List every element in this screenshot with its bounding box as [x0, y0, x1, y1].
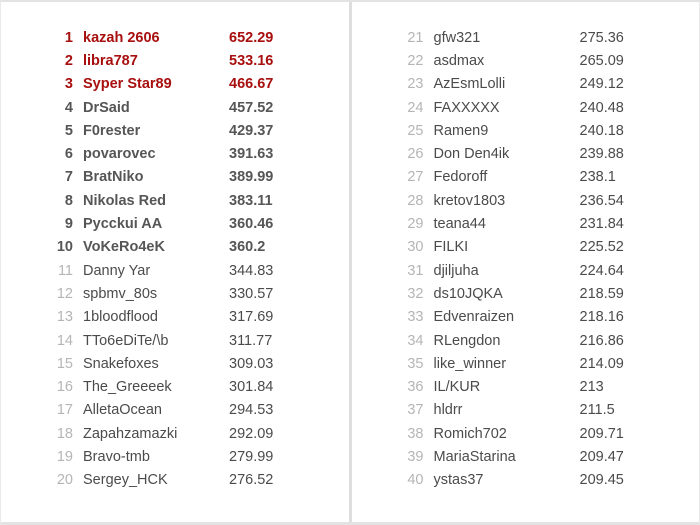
player-name: BratNiko — [83, 169, 144, 186]
leaderboard-row — [1, 282, 349, 305]
player-score: 236.54 — [579, 192, 624, 209]
player-score: 209.45 — [579, 472, 624, 489]
rank-number: 19 — [56, 448, 73, 465]
leaderboard-row — [352, 49, 700, 72]
leaderboard-row — [1, 189, 349, 212]
rank-number: 35 — [407, 355, 424, 372]
leaderboard-row — [352, 399, 700, 422]
player-name: Zapahzamazki — [83, 425, 178, 442]
player-score: 317.69 — [229, 309, 274, 326]
player-name: AlletaOcean — [83, 402, 162, 419]
player-name: Snakefoxes — [83, 355, 159, 372]
rank-number: 6 — [64, 146, 73, 163]
leaderboard-row — [352, 259, 700, 282]
player-name: kretov1803 — [433, 192, 506, 209]
leaderboard-row — [352, 236, 700, 259]
rank-number: 28 — [407, 192, 424, 209]
leaderboard-row — [352, 375, 700, 398]
leaderboard-row — [1, 212, 349, 235]
rank-number: 8 — [64, 192, 73, 209]
rank-number: 33 — [407, 309, 424, 326]
player-name: hldrr — [433, 402, 463, 419]
leaderboard-row — [352, 422, 700, 445]
rank-number: 30 — [407, 239, 424, 256]
player-score: 240.18 — [579, 122, 624, 139]
rank-number: 40 — [407, 472, 424, 489]
rank-number: 15 — [56, 355, 73, 372]
rank-number: 9 — [64, 216, 73, 233]
player-score: 309.03 — [229, 355, 274, 372]
player-score: 383.11 — [229, 192, 273, 209]
leaderboard-row — [1, 49, 349, 72]
rank-number: 16 — [56, 379, 73, 396]
player-score: 218.16 — [579, 309, 624, 326]
rank-number: 25 — [407, 122, 424, 139]
player-name: djiljuha — [433, 262, 479, 279]
rank-number: 29 — [407, 216, 424, 233]
leaderboard-row — [352, 469, 700, 492]
player-name: FAXXXXX — [433, 99, 500, 116]
rank-number: 22 — [407, 52, 424, 69]
player-score: 240.48 — [579, 99, 624, 116]
leaderboard-row — [352, 329, 700, 352]
player-name: IL/KUR — [433, 379, 481, 396]
leaderboard-row — [1, 445, 349, 468]
player-score: 429.37 — [229, 122, 274, 139]
leaderboard-row — [352, 119, 700, 142]
player-name: The_Greeeek — [83, 379, 172, 396]
player-name: Romich702 — [433, 425, 507, 442]
leaderboard-row — [1, 375, 349, 398]
player-name: kazah 2606 — [83, 29, 160, 46]
rank-number: 3 — [64, 76, 73, 93]
leaderboard-row — [352, 212, 700, 235]
rank-number: 21 — [407, 29, 424, 46]
player-name: Fedoroff — [433, 169, 488, 186]
player-name: teana44 — [433, 216, 486, 233]
rank-number: 27 — [407, 169, 424, 186]
player-name: Bravo-tmb — [83, 448, 150, 465]
rank-number: 23 — [407, 76, 424, 93]
player-name: like_winner — [433, 355, 507, 372]
player-score: 238.1 — [579, 169, 616, 186]
leaderboard-row — [1, 119, 349, 142]
player-name: MariaStarina — [433, 448, 516, 465]
player-score: 275.36 — [579, 29, 624, 46]
player-name: RLengdon — [433, 332, 501, 349]
player-score: 225.52 — [579, 239, 624, 256]
rank-number: 4 — [64, 99, 73, 116]
leaderboard-row — [352, 96, 700, 119]
rank-number: 12 — [56, 285, 73, 302]
leaderboard-row — [1, 259, 349, 282]
player-score: 213 — [579, 379, 604, 396]
rank-number: 26 — [407, 146, 424, 163]
rank-number: 39 — [407, 448, 424, 465]
player-name: ds10JQKA — [433, 285, 503, 302]
player-score: 279.99 — [229, 448, 274, 465]
player-score: 311.77 — [229, 332, 273, 349]
player-name: spbmv_80s — [83, 285, 158, 302]
player-name: Nikolas Red — [83, 192, 166, 209]
player-score: 218.59 — [579, 285, 624, 302]
leaderboard-column-right — [352, 2, 700, 522]
leaderboard-row — [352, 142, 700, 165]
rank-number: 10 — [56, 239, 73, 256]
player-score: 276.52 — [229, 472, 274, 489]
player-name: Sergey_HCK — [83, 472, 168, 489]
player-name: VoKeRo4eK — [83, 239, 165, 256]
player-name: Pycckui AA — [83, 216, 163, 233]
player-score: 294.53 — [229, 402, 274, 419]
leaderboard-row — [1, 73, 349, 96]
player-score: 330.57 — [229, 285, 274, 302]
player-name: Don Den4ik — [433, 146, 510, 163]
player-score: 457.52 — [229, 99, 274, 116]
leaderboard-row — [352, 166, 700, 189]
player-score: 239.88 — [579, 146, 624, 163]
rank-number: 13 — [56, 309, 73, 326]
rank-number: 11 — [57, 262, 73, 279]
player-score: 391.63 — [229, 146, 274, 163]
leaderboard-row — [352, 352, 700, 375]
rank-number: 24 — [407, 99, 424, 116]
player-score: 533.16 — [229, 52, 274, 69]
player-score: 214.09 — [579, 355, 624, 372]
rank-number: 38 — [407, 425, 424, 442]
rank-number: 1 — [64, 29, 73, 46]
player-score: 265.09 — [579, 52, 624, 69]
player-name: ystas37 — [433, 472, 484, 489]
player-score: 211.5 — [579, 402, 615, 419]
player-score: 344.83 — [229, 262, 274, 279]
leaderboard-row — [352, 26, 700, 49]
player-score: 360.2 — [229, 239, 266, 256]
leaderboard-row — [1, 469, 349, 492]
leaderboard-row — [352, 73, 700, 96]
player-score: 224.64 — [579, 262, 624, 279]
rank-number: 2 — [64, 52, 73, 69]
rank-number: 34 — [407, 332, 424, 349]
player-score: 231.84 — [579, 216, 624, 233]
rank-number: 5 — [64, 122, 73, 139]
player-name: TTo6eDiTe/\b — [83, 332, 169, 349]
leaderboard-row — [352, 306, 700, 329]
player-score: 466.67 — [229, 76, 274, 93]
rank-number: 31 — [407, 262, 424, 279]
rank-number: 36 — [407, 379, 424, 396]
player-score: 292.09 — [229, 425, 274, 442]
player-score: 301.84 — [229, 379, 274, 396]
player-name: FILKI — [433, 239, 469, 256]
leaderboard-row — [1, 166, 349, 189]
leaderboard-row — [1, 96, 349, 119]
player-name: libra787 — [83, 52, 138, 69]
leaderboard-row — [352, 189, 700, 212]
rank-number: 37 — [407, 402, 424, 419]
leaderboard — [1, 2, 699, 522]
rank-number: 32 — [407, 285, 424, 302]
player-score: 209.47 — [579, 448, 624, 465]
leaderboard-row — [1, 399, 349, 422]
leaderboard-row — [1, 329, 349, 352]
player-name: F0rester — [83, 122, 141, 139]
player-name: DrSaid — [83, 99, 130, 116]
player-name: asdmax — [433, 52, 485, 69]
leaderboard-row — [1, 422, 349, 445]
player-score: 209.71 — [579, 425, 624, 442]
player-score: 249.12 — [579, 76, 624, 93]
leaderboard-row — [1, 26, 349, 49]
leaderboard-row — [1, 306, 349, 329]
leaderboard-column-left — [1, 2, 349, 522]
player-name: AzEsmLolli — [433, 76, 506, 93]
player-name: gfw321 — [433, 29, 481, 46]
player-name: Danny Yar — [83, 262, 151, 279]
player-score: 389.99 — [229, 169, 274, 186]
player-name: povarovec — [83, 146, 156, 163]
player-score: 216.86 — [579, 332, 624, 349]
player-name: 1bloodflood — [83, 309, 158, 326]
leaderboard-row — [1, 142, 349, 165]
player-name: Syper Star89 — [83, 76, 172, 93]
leaderboard-row — [352, 282, 700, 305]
rank-number: 18 — [56, 425, 73, 442]
leaderboard-row — [352, 445, 700, 468]
leaderboard-row — [1, 352, 349, 375]
rank-number: 14 — [56, 332, 73, 349]
player-name: Ramen9 — [433, 122, 489, 139]
player-name: Edvenraizen — [433, 309, 515, 326]
leaderboard-row — [1, 236, 349, 259]
player-score: 360.46 — [229, 216, 274, 233]
player-score: 652.29 — [229, 29, 274, 46]
rank-number: 17 — [56, 402, 73, 419]
rank-number: 7 — [64, 169, 73, 186]
rank-number: 20 — [56, 472, 73, 489]
